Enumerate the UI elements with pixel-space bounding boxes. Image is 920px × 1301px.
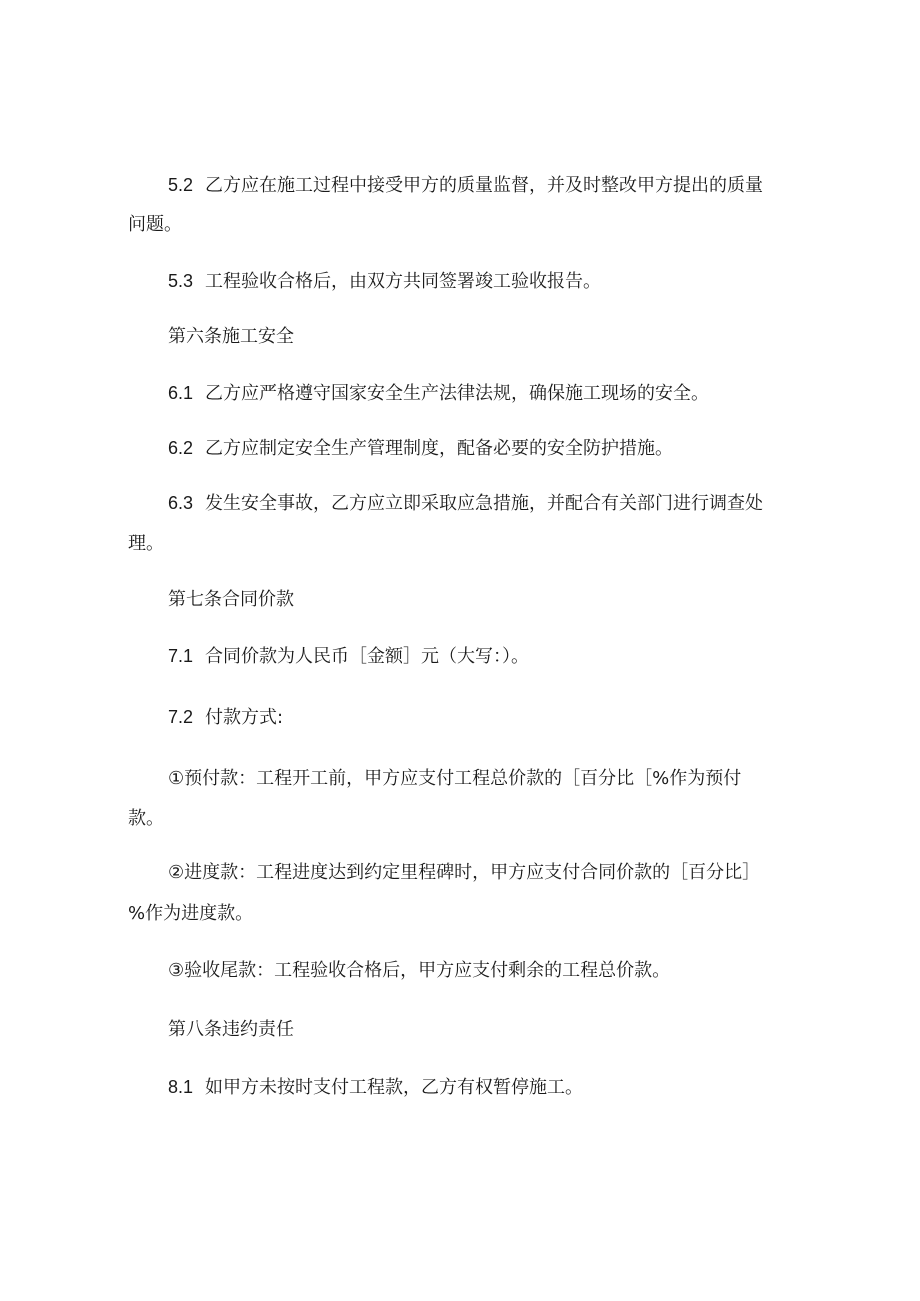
clause-7-1 <box>168 645 848 668</box>
clause-text: 乙方应在施工过程中接受甲方的质量监督，并及时整改甲方提出的质量 <box>205 175 764 196</box>
clause-number: 7.2 <box>168 707 194 727</box>
clause-number: 6.1 <box>168 383 194 403</box>
clause-number: 5.3 <box>168 271 194 291</box>
clause-text: 乙方应严格遵守国家安全生产法律法规，确保施工现场的安全。 <box>205 383 710 404</box>
clause-text: 如甲方未按时支付工程款，乙方有权暂停施工。 <box>205 1077 584 1098</box>
clause-6-2 <box>168 437 848 460</box>
section-heading-8 <box>168 1019 848 1041</box>
payment-item-advance-continued <box>128 808 808 830</box>
clause-5-3 <box>168 270 848 293</box>
clause-8-1 <box>168 1076 848 1099</box>
clause-number: 6.3 <box>168 493 194 513</box>
clause-text: 发生安全事故，乙方应立即采取应急措施，并配合有关部门进行调查处 <box>205 493 764 514</box>
clause-6-1 <box>168 382 848 405</box>
clause-number: 6.2 <box>168 438 194 458</box>
payment-item-advance <box>168 768 848 790</box>
section-heading-text: 第七条合同价款 <box>168 589 294 610</box>
clause-text: 合同价款为人民币［金额］元（大写：）。 <box>205 646 530 667</box>
payment-item-text: %作为进度款。 <box>128 903 254 924</box>
clause-text: 问题。 <box>128 214 182 235</box>
clause-text: 乙方应制定安全生产管理制度，配备必要的安全防护措施。 <box>205 438 674 459</box>
clause-text: 理。 <box>128 533 164 554</box>
payment-item-text: ②进度款：工程进度达到约定里程碑时，甲方应支付合同价款的［百分比］ <box>168 862 761 883</box>
clause-number: 8.1 <box>168 1077 194 1097</box>
clause-number: 5.2 <box>168 175 194 195</box>
section-heading-text: 第六条施工安全 <box>168 326 294 347</box>
clause-5-2 <box>168 174 848 197</box>
clause-7-2 <box>168 706 848 729</box>
clause-text: 工程验收合格后，由双方共同签署竣工验收报告。 <box>205 271 602 292</box>
section-heading-text: 第八条违约责任 <box>168 1019 294 1040</box>
payment-item-progress-continued <box>128 903 808 925</box>
payment-item-text: ①预付款：工程开工前，甲方应支付工程总价款的［百分比［%作为预付 <box>168 768 742 789</box>
payment-item-final <box>168 960 848 982</box>
clause-5-2-continued <box>128 214 808 236</box>
section-heading-7 <box>168 589 848 611</box>
payment-item-progress <box>168 862 848 884</box>
clause-6-3-continued <box>128 533 808 555</box>
section-heading-6 <box>168 326 848 348</box>
payment-item-text: ③验收尾款：工程验收合格后，甲方应支付剩余的工程总价款。 <box>168 960 671 981</box>
payment-item-text: 款。 <box>128 808 164 829</box>
clause-text: 付款方式: <box>205 707 284 728</box>
clause-6-3 <box>168 492 848 515</box>
clause-number: 7.1 <box>168 646 194 666</box>
